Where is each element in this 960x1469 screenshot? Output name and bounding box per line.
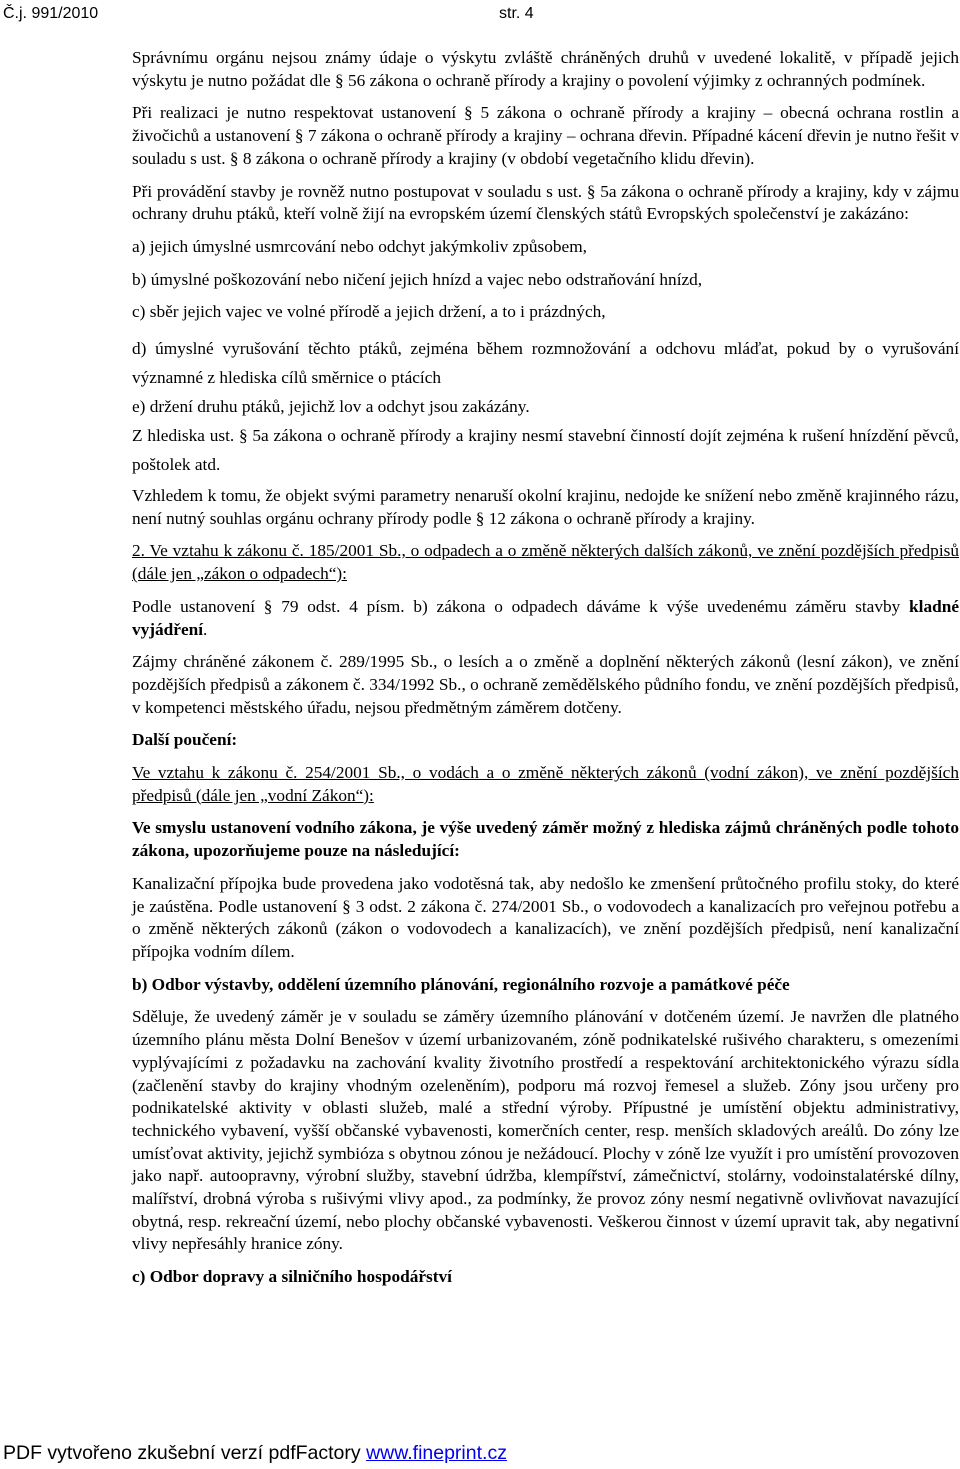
section-heading-water-law: Ve vztahu k zákonu č. 254/2001 Sb., o vodách a o změně některých zákonů (vodní zákon), ve znění pozdějších předpisů (dále jen „vodní Zákon“): (132, 763, 959, 805)
list-item-a: a) jejich úmyslné usmrcování nebo odchyt jakýmkoliv způsobem, (132, 236, 587, 256)
paragraph-tree-protection: Při realizaci je nutno respektovat ustanovení § 5 zákona o ochraně přírody a krajiny – obecná ochrana rostlin a živočichů a ustanovení § 7 zákona o ochraně přírody a krajiny – ochrana dřevin. Případné kácení dřevin je nutno řešit v souladu s ust. § 8 zákona o ochraně přírody a krajiny (v období vegetačního klidu dřevin). (132, 103, 959, 168)
paragraph-landscape: Vzhledem k tomu, že objekt svými parametry nenaruší okolní krajinu, nedojde ke snížení nebo změně krajinného rázu, není nutný souhlas orgánu ochrany přírody podle § 12 zákona o ochraně přírody a krajiny. (132, 486, 959, 528)
water-law-statement: Ve smyslu ustanovení vodního zákona, je výše uvedený záměr možný z hlediska zájmů chráněných podle tohoto zákona, upozorňujeme pouze na následující: (132, 818, 959, 861)
pdf-footer (3, 1441, 507, 1465)
list-item-e: e) držení druhu ptáků, jejichž lov a odchyt jsou zakázány. (132, 397, 530, 417)
paragraph-sewer-connection: Kanalizační přípojka bude provedena jako vodotěsná tak, aby nedošlo ke zmenšení průtočného profilu stoky, do které je zaústěna. Podle ustanovení § 3 odst. 2 zákona č. 274/2001 Sb., o vodovodech a kanalizacích pro veřejnou potřebu a o změně některých zákonů (zákon o vodovodech a kanalizacích), ve znění pozdějších předpisů, není kanalizační přípojka vodním dílem. (132, 873, 959, 961)
paragraph-nesting: Z hlediska ust. § 5a zákona o ochraně přírody a krajiny nesmí stavební činností dojít zejména k rušení hnízdění pěvců, poštolek atd. (132, 426, 959, 475)
footer-text: PDF vytvořeno zkušební verzí pdfFactory (3, 1442, 367, 1464)
case-reference: Č.j. 991/2010 (3, 5, 99, 22)
page-header (3, 4, 534, 24)
page-number: str. 4 (499, 5, 534, 22)
section-heading-transport-dept: c) Odbor dopravy a silničního hospodářství (132, 1267, 452, 1287)
paragraph-protected-species: Správnímu orgánu nejsou známy údaje o výskytu zvláště chráněných druhů v uvedené lokalitě, v případě jejich výskytu je nutno požádat dle § 56 zákona o ochraně přírody a krajiny o povolení výjimky z ochranných podmínek. (132, 48, 959, 90)
list-item-d: d) úmyslné vyrušování těchto ptáků, zejména během rozmnožování a odchovu mláďat, pokud by o vyrušování významné z hlediska cílů směrnice o ptácích (132, 339, 959, 388)
paragraph-bird-protection: Při provádění stavby je rovněž nutno postupovat v souladu s ust. § 5a zákona o ochraně přírody a krajiny, kdy v zájmu ochrany druhu ptáků, kteří volně žijí na evropském území členských států Evropských společenství je zakázáno: (132, 181, 959, 224)
waste-statement-text: Podle ustanovení § 79 odst. 4 písm. b) zákona o odpadech dáváme k výše uvedenému záměru stavby (132, 596, 910, 616)
document-body (132, 47, 959, 1289)
section-heading-construction-dept: b) Odbor výstavby, oddělení územního plánování, regionálního rozvoje a památkové péče (132, 974, 790, 994)
positive-statement: kladné vyjádření (132, 596, 959, 639)
further-instruction-heading: Další poučení: (132, 730, 238, 750)
paragraph-waste-statement (132, 596, 959, 641)
paragraph-forest-law: Zájmy chráněné zákonem č. 289/1995 Sb., o lesích a o změně a doplnění některých zákonů (lesní zákon), ve znění pozdějších předpisů a zákonem č. 334/1992 Sb., o ochraně zemědělského půdního fondu, ve znění pozdějších předpisů, v kompetenci městského úřadu, nejsou předmětným záměrem dotčeny. (132, 652, 959, 717)
paragraph-zoning: Sděluje, že uvedený záměr je v souladu se záměry územního plánování v dotčeném území. Je navržen dle platného územního plánu města Dolní Benešov v území urbanizovaném, zóně podnikatelské rušivého charakteru, s omezeními vyplývajícími z požadavku na zachování kvality životního prostředí a respektování architektonického výrazu sídla (začlenění stavby do krajiny vhodným ozeleněním), podporu má rozvoj řemesel a služeb. Zóny jsou určeny pro podnikatelské aktivity v oblasti služeb, malé a střední výroby. Přípustné je umístění objektu administrativy, technického vybavení, vyšší občanské vybavenosti, komerčních center, resp. menších skladových areálů. Do zóny lze umísťovat aktivity, jejichž symbióza s obytnou zónou je nežádoucí. Plochy v zóně lze využít i pro umístění provozoven jako např. autoopravny, výrobní služby, stavební údržba, klempířství, zámečnictví, stolárny, vodoinstalatérské dílny, malířství, drobná výroba s rušivými vlivy apod., za podmínky, že provoz zóny nesmí negativně ovlivňovat navazující obytná, resp. rekreační území, nebo plochy občanské vybavenosti. Veškerou činnost v území upravit tak, aby negativní vlivy nepřesáhly hranice zóny. (132, 1007, 959, 1254)
waste-statement-end: . (203, 619, 208, 639)
list-item-b: b) úmyslné poškozování nebo ničení jejich hnízd a vajec nebo odstraňování hnízd, (132, 269, 703, 289)
list-item-c: c) sběr jejich vajec ve volné přírodě a jejich držení, a to i prázdných, (132, 302, 606, 322)
fineprint-link[interactable]: www.fineprint.cz (366, 1442, 507, 1464)
section-heading-waste-law: 2. Ve vztahu k zákonu č. 185/2001 Sb., o odpadech a o změně některých dalších zákonů, ve znění pozdějších předpisů (dále jen „zákon o odpadech“): (132, 541, 959, 584)
